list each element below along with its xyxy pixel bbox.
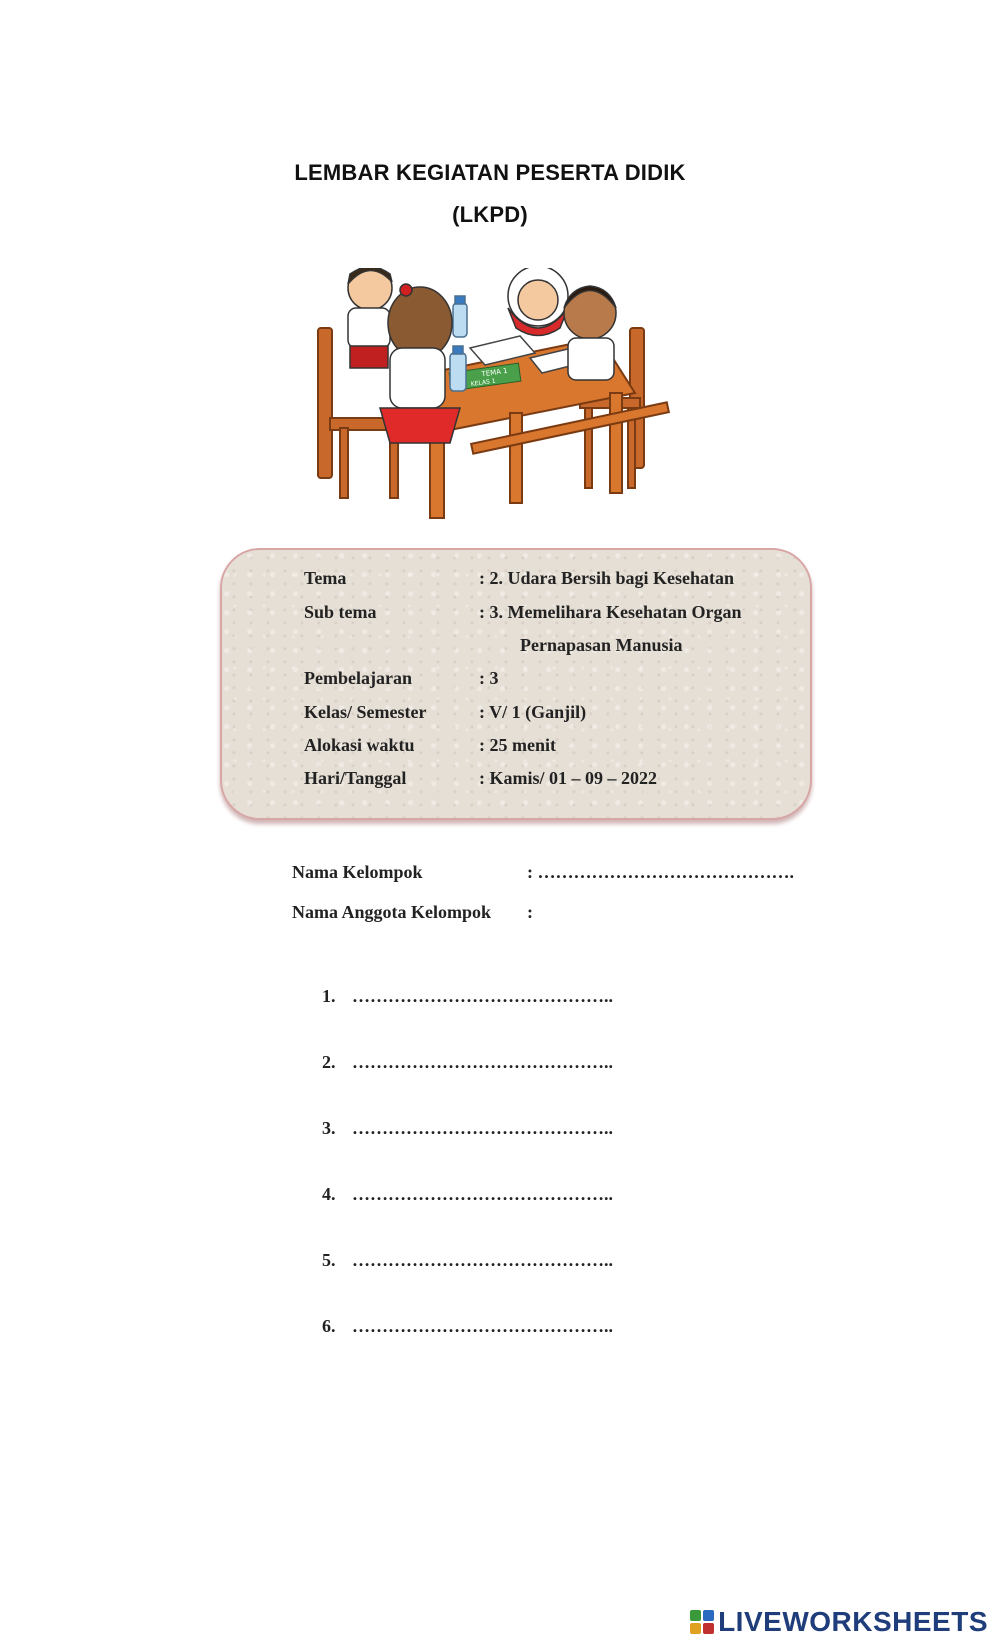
info-value: : Kamis/ 01 – 09 – 2022 [479,768,657,788]
group-name-label: Nama Kelompok [292,862,423,882]
group-members-label: Nama Anggota Kelompok [292,902,492,922]
member-line-1 [322,986,613,1007]
group-members-colon: : [527,902,533,922]
info-label: Tema [304,568,347,588]
info-label: Pembelajaran [304,668,412,688]
member-number: 4. [322,1184,336,1204]
member-blank[interactable]: …………………………………….. [352,1316,613,1336]
member-number: 6. [322,1316,336,1336]
liveworksheets-logo-icon [689,1609,715,1635]
info-label: Hari/Tanggal [304,768,407,788]
document-subtitle: (LKPD) [452,202,528,227]
info-row-hari-tanggal [304,768,657,789]
member-number: 5. [322,1250,336,1270]
info-row-pembelajaran [304,668,499,689]
document-title: LEMBAR KEGIATAN PESERTA DIDIK [294,160,686,185]
member-line-3 [322,1118,613,1139]
member-blank[interactable]: …………………………………….. [352,1052,613,1072]
students-studying-at-table-illustration [310,268,690,528]
member-number: 1. [322,986,336,1006]
info-row-tema [304,568,734,589]
member-line-6 [322,1316,613,1337]
info-label: Sub tema [304,602,377,622]
member-blank[interactable]: …………………………………….. [352,1250,613,1270]
info-box [220,548,812,820]
member-blank[interactable]: …………………………………….. [352,1118,613,1138]
info-row-kelas [304,702,586,723]
info-value: : V/ 1 (Ganjil) [479,702,587,722]
book-label-2: KELAS 1 [470,377,497,388]
member-line-4 [322,1184,613,1205]
info-value: : 3. Memelihara Kesehatan Organ [479,602,742,622]
info-value: : 25 menit [479,735,556,755]
info-value: : 2. Udara Bersih bagi Kesehatan [479,568,735,588]
liveworksheets-watermark[interactable] [689,1607,988,1637]
info-label: Kelas/ Semester [304,702,427,722]
member-line-5 [322,1250,613,1271]
group-name-blank[interactable]: : ……………………………………. [527,862,794,882]
info-label: Alokasi waktu [304,735,415,755]
group-members-row [292,902,533,923]
book-label-1: TEMA 1 [481,366,509,379]
member-number: 2. [322,1052,336,1072]
info-row-alokasi [304,735,556,756]
group-name-row [292,862,794,883]
watermark-text: LIVEWORKSHEETS [718,1606,988,1637]
info-value: : 3 [479,668,499,688]
info-row-subtema [304,602,741,623]
member-line-2 [322,1052,613,1073]
member-blank[interactable]: …………………………………….. [352,986,613,1006]
info-subtema-continuation: Pernapasan Manusia [520,635,683,655]
member-number: 3. [322,1118,336,1138]
member-blank[interactable]: …………………………………….. [352,1184,613,1204]
